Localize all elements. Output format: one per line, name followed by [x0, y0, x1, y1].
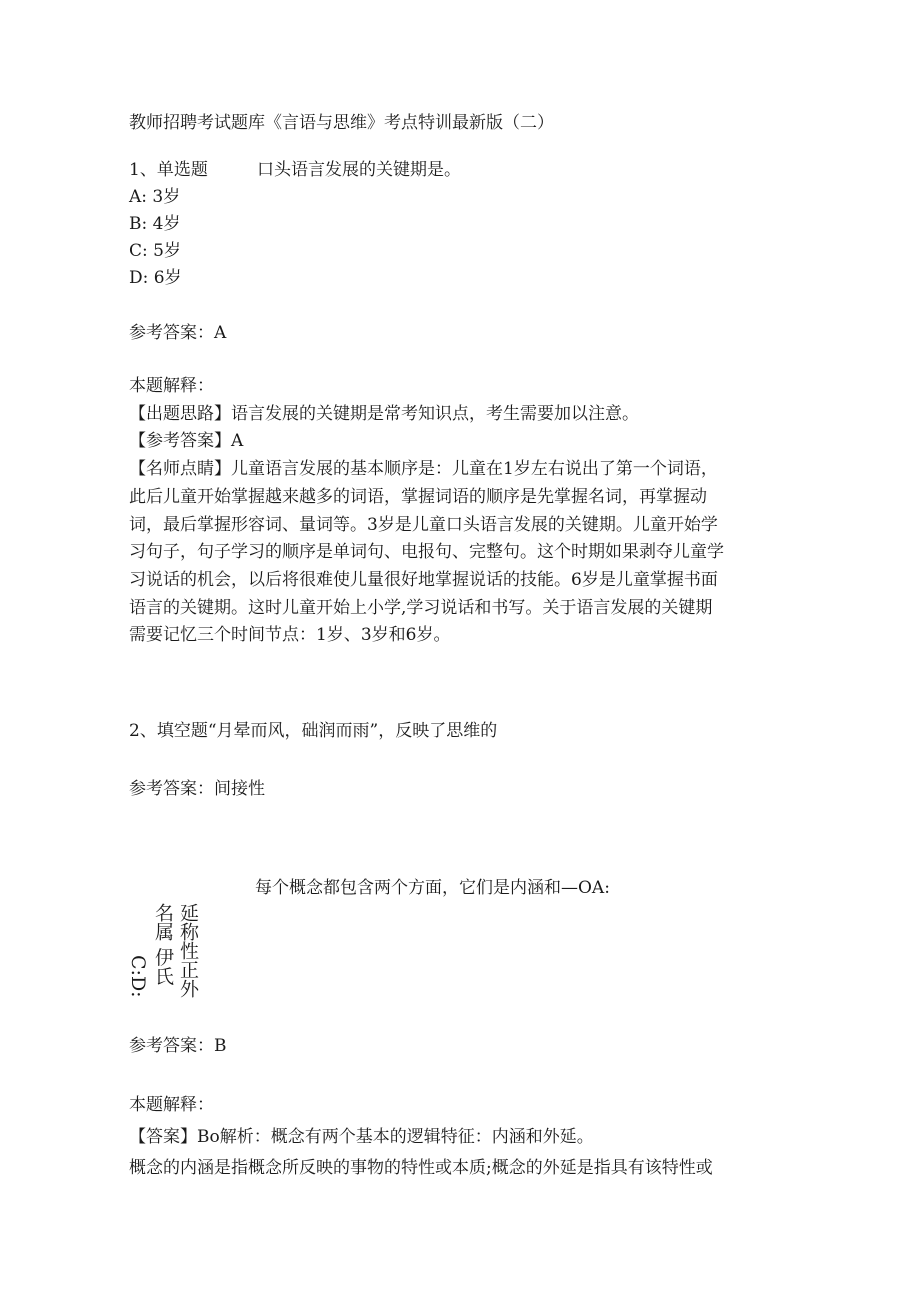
question-stem: 口头语言发展的关键期是。 [257, 160, 461, 180]
explanation-line: 此后儿童开始掌握越来越多的词语，掌握词语的顺序是先掌握名词，再掌握动 [129, 487, 707, 507]
question-stem: 2、填空题“月晕而风，础润而雨”，反映了思维的 [129, 721, 498, 741]
answer-label: 参考答案：间接性 [129, 779, 265, 799]
document-title: 教师招聘考试题库《言语与思维》考点特训最新版（二） [129, 113, 554, 133]
explanation-line: 【名师点睛】儿童语言发展的基本顺序是：儿童在1岁左右说出了第一个词语， [129, 459, 718, 479]
question-number: 1、单选题 [129, 160, 208, 180]
explanation-line: 【参考答案】A [129, 431, 244, 451]
option-c: C: 5岁 [129, 241, 181, 261]
explanation-line: 习句子，句子学习的顺序是单词句、电报句、完整句。这个时期如果剥夺儿童学 [129, 542, 724, 562]
explanation-label: 本题解释： [129, 1095, 214, 1115]
explanation-line: 词，最后掌握形容词、量词等。3岁是儿童口头语言发展的关键期。儿童开始学 [129, 515, 718, 535]
explanation-line: 【出题思路】语言发展的关键期是常考知识点，考生需要加以注意。 [129, 404, 639, 424]
option-b: B: 4岁 [129, 214, 181, 234]
option-a: A: 3岁 [129, 187, 181, 207]
answer-label: 参考答案：A [129, 323, 227, 343]
option-d: D: 6岁 [129, 268, 182, 288]
question-stem: 每个概念都包含两个方面，它们是内涵和—OA: [255, 878, 610, 898]
explanation-line: 概念的内涵是指概念所反映的事物的特性或本质;概念的外延是指具有该特性或 [129, 1158, 713, 1178]
options-column-1: C:D: [127, 955, 149, 998]
options-column-3: 延称性正外 [177, 903, 199, 998]
explanation-line: 【答案】Bo解析：概念有两个基本的逻辑特征：内涵和外延。 [129, 1127, 594, 1147]
options-column-2: 名属 伊氏 [152, 903, 174, 986]
explanation-line: 需要记忆三个时间节点：1岁、3岁和6岁。 [129, 625, 451, 645]
explanation-line: 语言的关键期。这时儿童开始上小学,学习说话和书写。关于语言发展的关键期 [129, 598, 713, 618]
answer-label: 参考答案：B [129, 1036, 227, 1056]
explanation-label: 本题解释： [129, 376, 214, 396]
explanation-line: 习说话的机会，以后将很难使儿量很好地掌握说话的技能。6岁是儿童掌握书面 [129, 570, 718, 590]
